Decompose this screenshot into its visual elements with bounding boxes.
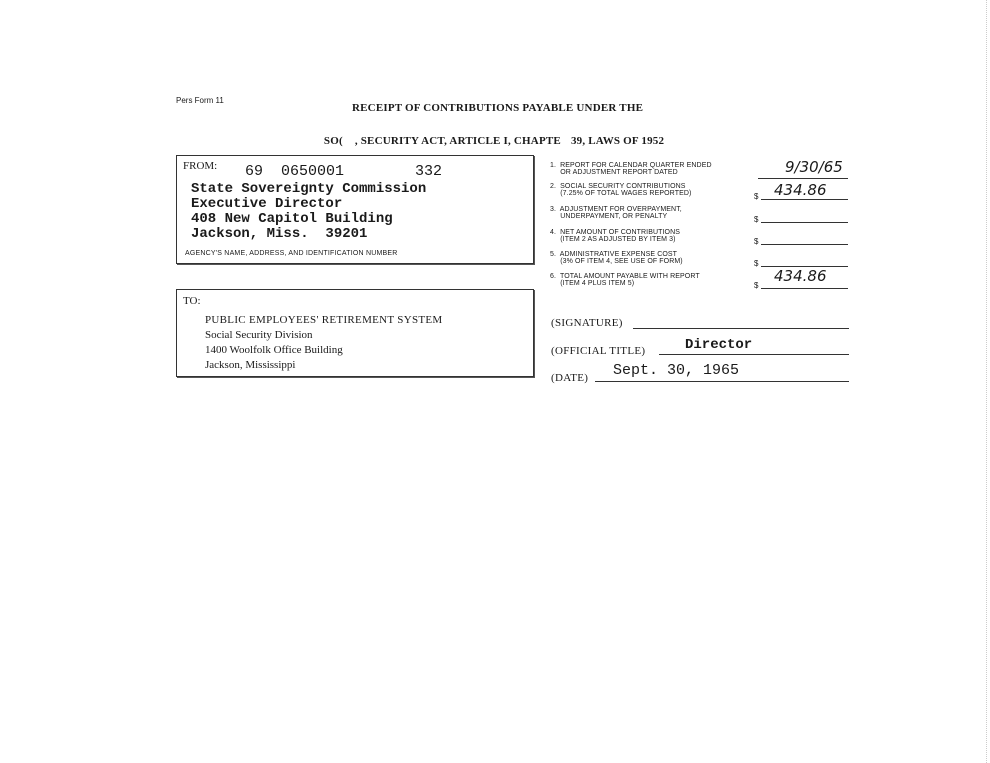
item-4-dollar: $ [754,237,759,246]
signature-row [551,317,851,333]
item-1-value: 9/30/65 [785,158,843,176]
date-value: Sept. 30, 1965 [613,362,740,379]
item-2-text-1: 2. SOCIAL SECURITY CONTRIBUTIONS [550,183,686,190]
item-4-text-2: (ITEM 2 AS ADJUSTED BY ITEM 3) [550,236,676,243]
item-6-text-1: 6. TOTAL AMOUNT PAYABLE WITH REPORT [550,273,700,280]
from-box [176,155,534,264]
item-4-text-1: 4. NET AMOUNT OF CONTRIBUTIONS [550,229,681,236]
item-4-rule [761,244,848,245]
page-edge [986,0,987,763]
agency-caption: AGENCY'S NAME, ADDRESS, AND IDENTIFICATION NUMBER [185,250,398,257]
form-title-line-2-part-a: SO( [323,135,343,147]
item-1 [550,158,850,182]
item-2-dollar: $ [754,192,759,201]
to-line-3: 1400 Woolfolk Office Building [205,344,343,356]
form-title-line-2-part-c: 39, LAWS OF 1952 [570,135,665,147]
item-3-dollar: $ [754,215,759,224]
item-5-text-2: (3% OF ITEM 4, SEE USE OF FORM) [550,258,683,265]
signature-label: (SIGNATURE) [551,317,623,329]
official-title-row [551,337,851,357]
form-title-line-2 [318,123,664,147]
item-2 [550,183,850,203]
item-6-dollar: $ [754,281,759,290]
item-3 [550,206,850,226]
official-title-value: Director [685,337,753,353]
form-title-line-2-part-b: , SECURITY ACT, ARTICLE I, CHAPTE [354,135,561,147]
agency-name: State Sovereignty Commission [191,181,427,197]
item-1-text-1: 1. REPORT FOR CALENDAR QUARTER ENDED [550,162,712,169]
item-1-rule [758,178,848,179]
date-label: (DATE) [551,372,589,384]
to-line-1: PUBLIC EMPLOYEES' RETIREMENT SYSTEM [205,314,443,326]
signature-line[interactable] [633,328,849,329]
item-6-value: 434.86 [774,267,827,285]
to-label: TO: [183,295,201,307]
item-6-text-2: (ITEM 4 PLUS ITEM 5) [550,280,635,287]
agency-code: 332 [415,163,443,180]
item-2-text-2: (7.25% OF TOTAL WAGES REPORTED) [550,190,692,197]
item-3-text-1: 3. ADJUSTMENT FOR OVERPAYMENT, [550,206,682,213]
official-title-label: (OFFICIAL TITLE) [551,345,646,357]
item-6 [550,267,850,293]
to-line-2: Social Security Division [205,329,313,341]
item-1-text-2: OR ADJUSTMENT REPORT DATED [550,169,678,176]
item-3-text-2: UNDERPAYMENT, OR PENALTY [550,213,668,220]
item-5-text-1: 5. ADMINISTRATIVE EXPENSE COST [550,251,678,258]
form-title-line-1: RECEIPT OF CONTRIBUTIONS PAYABLE UNDER THE [352,102,644,114]
to-line-4: Jackson, Mississippi [205,359,296,371]
agency-address: 408 New Capitol Building [191,211,393,227]
agency-contact-title: Executive Director [191,196,343,212]
date-row [551,362,851,384]
to-box [176,289,534,377]
agency-id: 69 0650001 [245,163,345,180]
item-3-rule [761,222,848,223]
item-2-rule [761,199,848,200]
item-2-value: 434.86 [774,181,827,199]
from-label: FROM: [183,160,218,172]
date-line [595,381,849,382]
form-id: Pers Form 11 [176,96,224,105]
item-6-rule [761,288,848,289]
item-5-dollar: $ [754,259,759,268]
official-title-line [659,354,849,355]
item-4 [550,229,850,249]
agency-city: Jackson, Miss. 39201 [191,226,368,242]
